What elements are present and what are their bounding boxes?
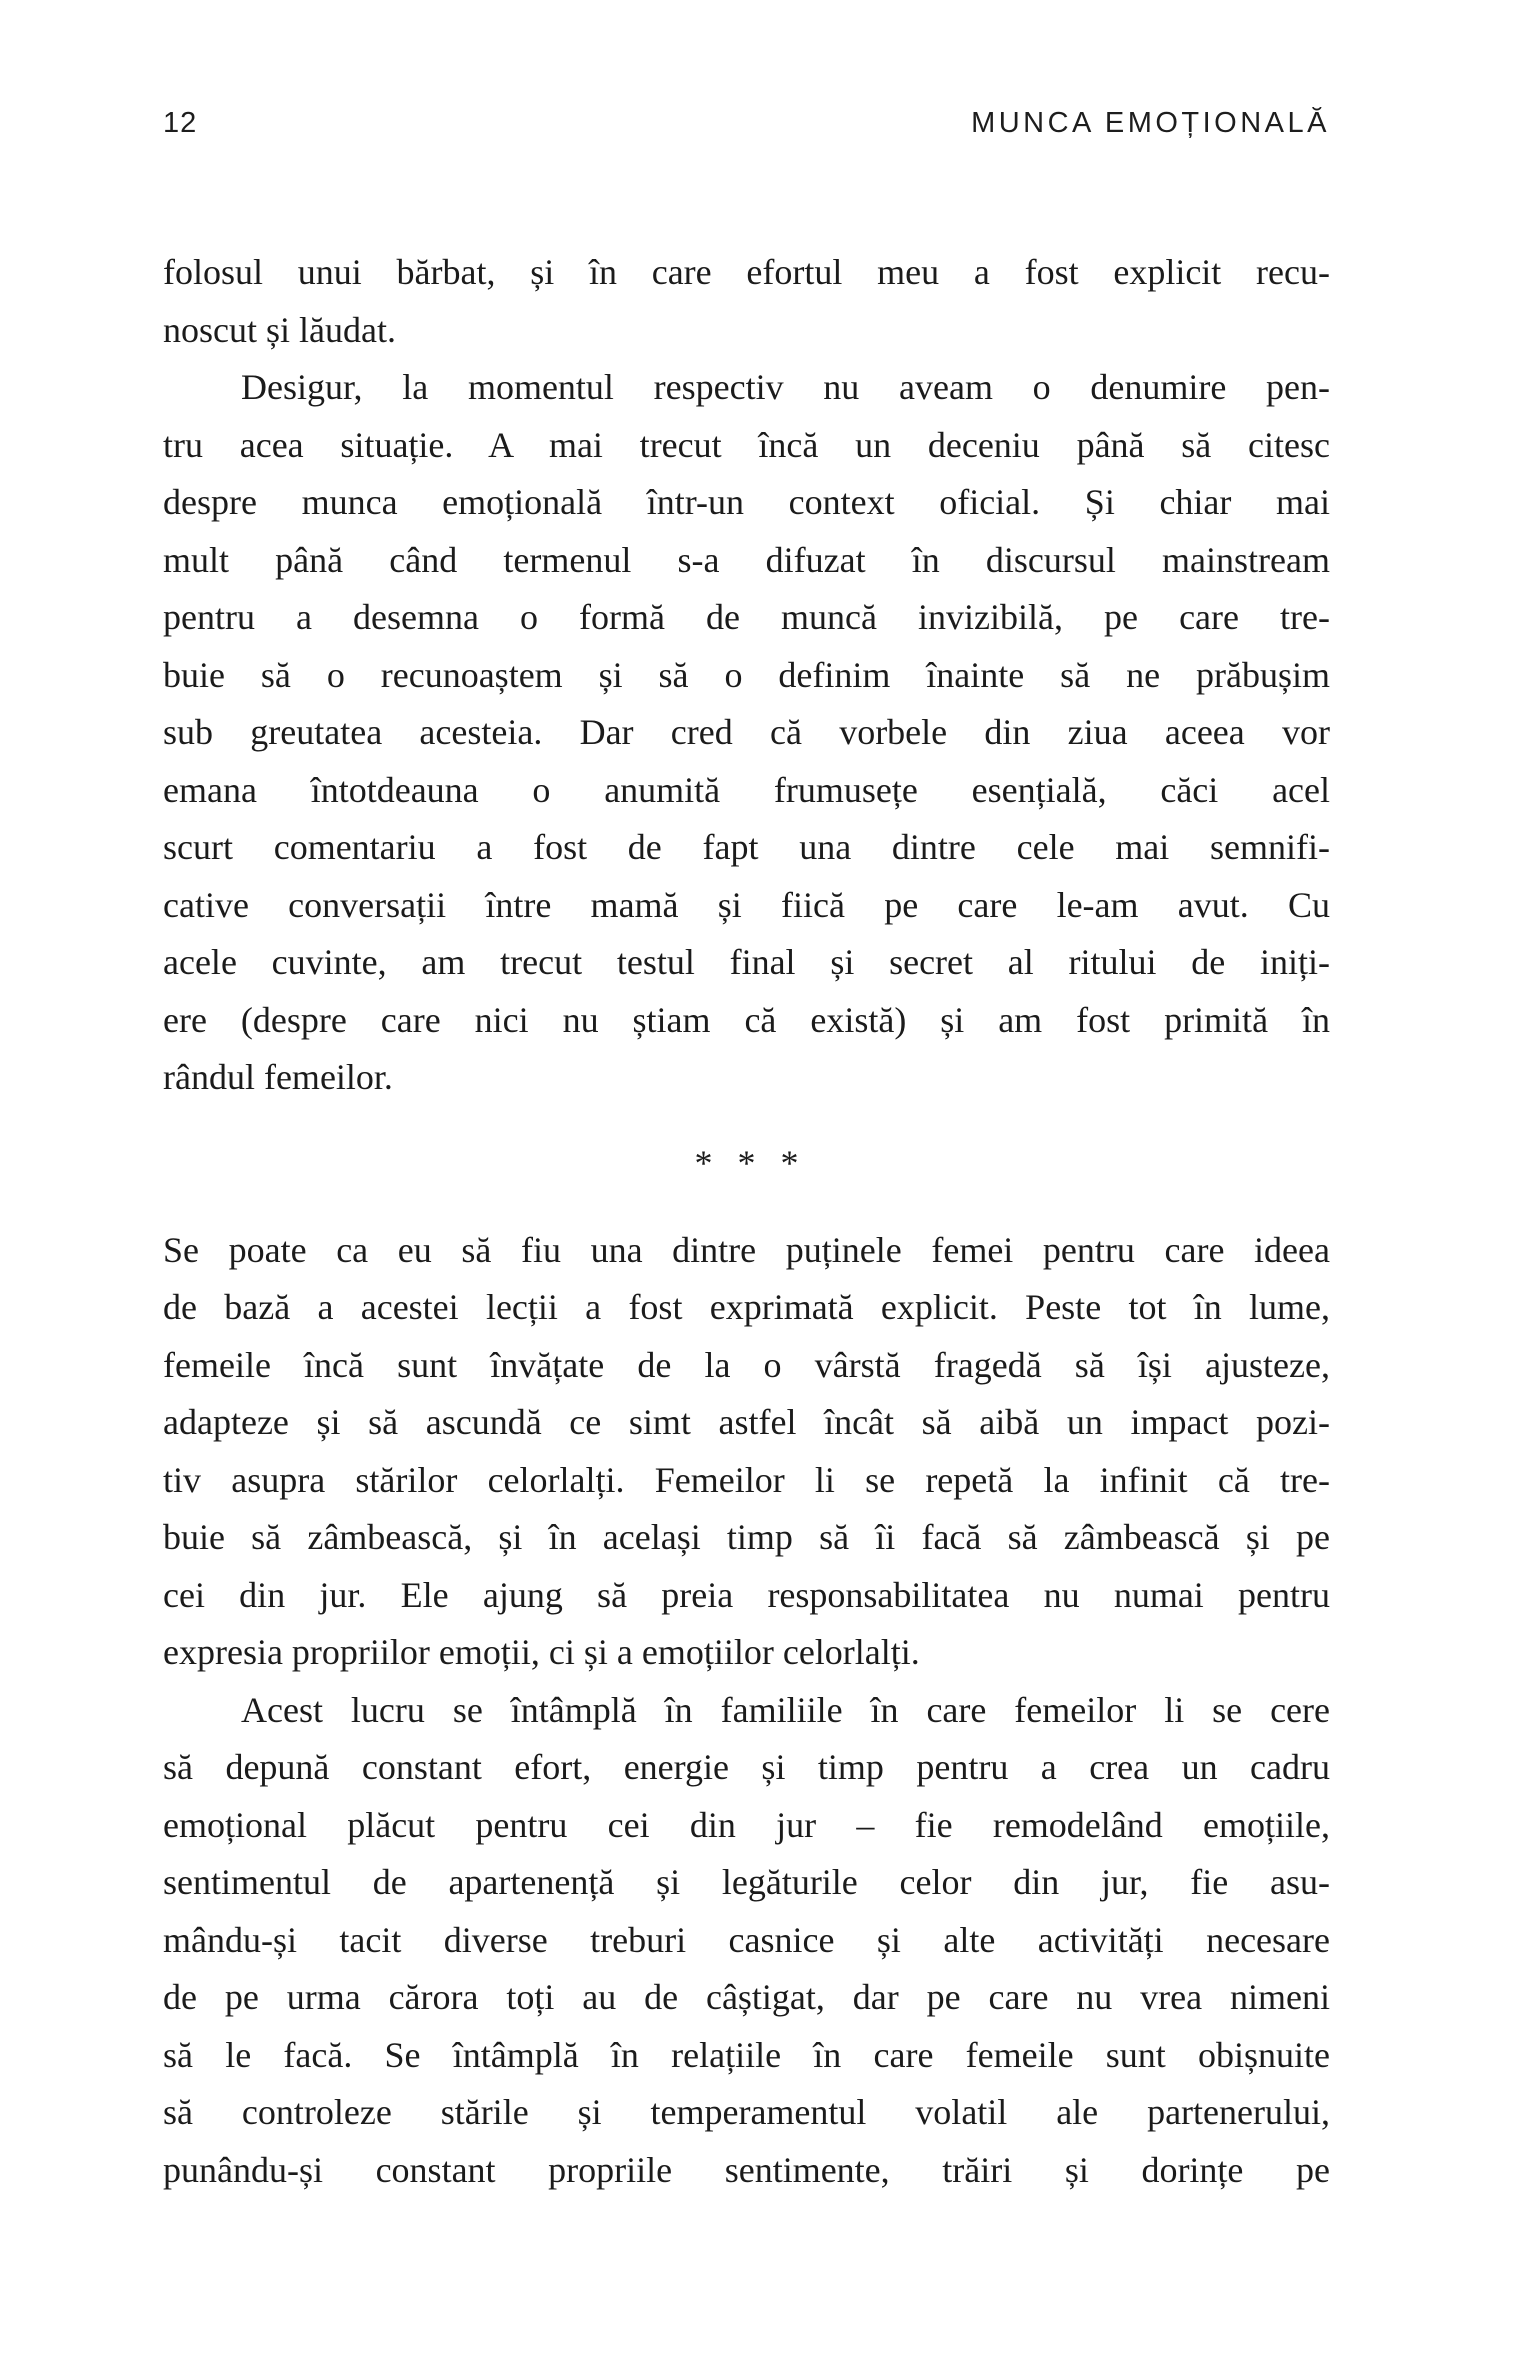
paragraph [163, 359, 1330, 1107]
text-line: folosul unui bărbat, și în care efortul meu a fost explicit recu- [163, 252, 1330, 292]
text-line: de bază a acestei lecții a fost exprimată explicit. Peste tot în lume, [163, 1287, 1330, 1327]
text-line: emoțional plăcut pentru cei din jur – fie remodelând emoțiile, [163, 1804, 1330, 1845]
running-header [0, 0, 1535, 140]
text-line: Acest lucru se întâmplă în familiile în care femeilor li se cere [241, 1689, 1330, 1730]
text-line: buie să o recunoaștem și să o definim înainte să ne prăbușim [163, 654, 1330, 695]
text-line: să le facă. Se întâmplă în relațiile în care femeile sunt obișnuite [163, 2034, 1330, 2075]
text-line: rândul femeilor. [163, 1057, 393, 1097]
text-line: femeile încă sunt învățate de la o vârstă fragedă să își ajusteze, [163, 1344, 1330, 1385]
text-line: buie să zâmbească, și în același timp să îi facă să zâmbească și pe [163, 1517, 1330, 1557]
paragraph [163, 244, 1330, 359]
text-line: tiv asupra stărilor celorlalți. Femeilor li se repetă la infinit că tre- [163, 1459, 1330, 1500]
text-line: sub greutatea acesteia. Dar cred că vorbele din ziua aceea vor [163, 712, 1330, 752]
text-line: Desigur, la momentul respectiv nu aveam o denumire pen- [241, 367, 1330, 407]
text-line: mult până când termenul s-a difuzat în discursul mainstream [163, 539, 1330, 580]
text-line: despre munca emoțională într-un context oficial. Și chiar mai [163, 482, 1330, 522]
text-line: tru acea situație. A mai trecut încă un deceniu până să citesc [163, 424, 1330, 465]
text-line: cative conversații între mamă și fiică pe care le-am avut. Cu [163, 884, 1330, 925]
text-line: noscut și lăudat. [163, 309, 396, 350]
text-line: de pe urma cărora toți au de câștigat, dar pe care nu vrea nimeni [163, 1977, 1330, 2017]
text-line: emana întotdeauna o anumită frumusețe esențială, căci acel [163, 769, 1330, 810]
text-line: acele cuvinte, am trecut testul final și secret al ritului de iniți- [163, 942, 1330, 982]
text-line: pentru a desemna o formă de muncă invizibilă, pe care tre- [163, 597, 1330, 637]
text-line: ere (despre care nici nu știam că există) și am fost primită în [163, 999, 1330, 1040]
page-body [163, 244, 1330, 2199]
text-line: scurt comentariu a fost de fapt una dintre cele mai semnifi- [163, 827, 1330, 867]
text-line: mându-și tacit diverse treburi casnice și alte activități necesare [163, 1919, 1330, 1960]
section-separator: * * * [694, 1143, 799, 1184]
page-number: 12 [163, 107, 198, 139]
paragraph [163, 1682, 1330, 2200]
text-line: să controleze stările și temperamentul volatil ale partenerului, [163, 2092, 1330, 2132]
text-line: Se poate ca eu să fiu una dintre puținele femei pentru care ideea [163, 1229, 1330, 1270]
running-title: MUNCA EMOȚIONALĂ [971, 107, 1330, 139]
text-line: expresia propriilor emoții, ci și a emoțiilor celorlalți. [163, 1632, 920, 1672]
text-line: cei din jur. Ele ajung să preia responsabilitatea nu numai pentru [163, 1574, 1330, 1615]
text-line: punându-și constant propriile sentimente, trăiri și dorințe pe [163, 2149, 1330, 2190]
text-line: sentimentul de apartenență și legăturile celor din jur, fie asu- [163, 1862, 1330, 1902]
text-line: adapteze și să ascundă ce simt astfel încât să aibă un impact pozi- [163, 1402, 1330, 1442]
text-line: să depună constant efort, energie și timp pentru a crea un cadru [163, 1747, 1330, 1787]
paragraph [163, 1222, 1330, 1682]
